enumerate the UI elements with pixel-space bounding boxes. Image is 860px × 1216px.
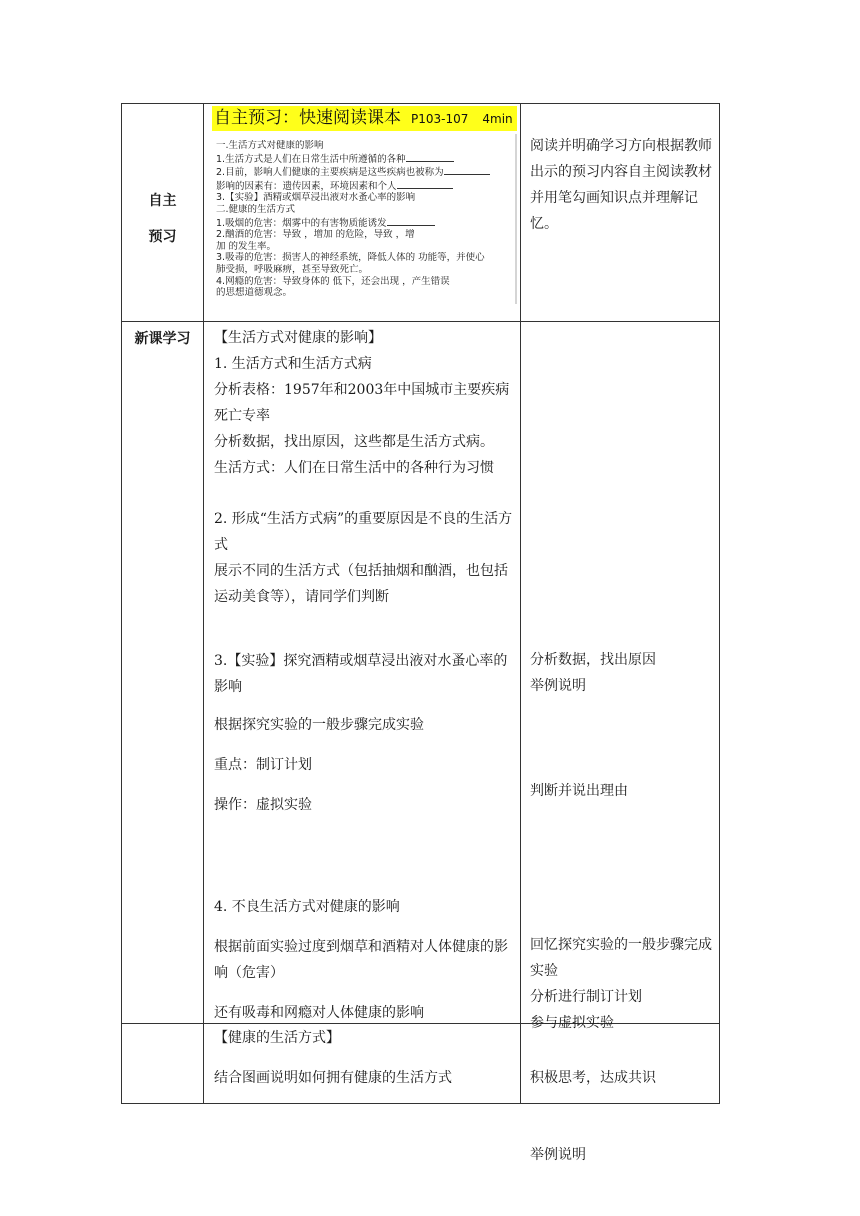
worksheet-line: 肺受损，呼吸麻痹，甚至导致死亡。: [216, 263, 369, 275]
stage-cell-self-preview: [122, 104, 204, 322]
teacher-activity-text: 重点：制订计划: [214, 757, 312, 773]
teacher-activity-text: 展示不同的生活方式（包括抽烟和酗酒，也包括运动美食等），请同学们判断: [214, 563, 508, 605]
teacher-activity-text: 根据探究实验的一般步骤完成实验: [214, 717, 424, 733]
worksheet-line: 加 的发生率。: [216, 240, 277, 252]
teacher-activity-text: 分析数据，找出原因，这些都是生活方式病。: [214, 434, 494, 450]
worksheet-line: 1.生活方式是人们在日常生活中所遵循的各种: [216, 152, 508, 166]
worksheet-line: 一.生活方式对健康的影响: [216, 140, 324, 151]
student-activity-text: 参与虚拟实验: [530, 1015, 614, 1031]
section-heading: 【生活方式对健康的影响】: [214, 330, 382, 346]
worksheet-line: 二.健康的生活方式: [216, 203, 296, 215]
student-activity-text: 判断并说出理由: [530, 783, 628, 799]
preview-student-activity-cell: [521, 104, 720, 322]
preview-student-activity: 阅读并明确学习方向根据教师出示的预习内容自主阅读教材并用笔勾画知识点并理解记忆。: [530, 138, 712, 232]
worksheet-line: 3.吸毒的危害：损害人的神经系统，降低人体的 功能等，并使心: [216, 252, 485, 264]
teacher-activity-text: 分析表格：1957年和2003年中国城市主要疾病死亡专率: [214, 382, 510, 424]
topic-item: 1. 生活方式和生活方式病: [214, 356, 372, 372]
healthy-lifestyle-row: [122, 1024, 720, 1104]
stage-cell-new-lesson: [122, 322, 204, 1024]
worksheet-line: 的思想道德观念。: [216, 287, 293, 299]
stage-label-line2: 预习: [148, 229, 177, 245]
topic-item: 4. 不良生活方式对健康的影响: [214, 899, 400, 915]
teacher-activity-text: 根据前面实验过度到烟草和酒精对人体健康的影响（危害）: [214, 939, 508, 981]
student-activity-text: 举例说明: [530, 1147, 586, 1163]
teacher-activity-text: 还有吸毒和网瘾对人体健康的影响: [214, 1005, 424, 1021]
preview-title-highlight: [212, 106, 517, 131]
new-lesson-teacher-cell: [204, 322, 521, 1024]
stage-label-line1: 自主: [148, 193, 177, 209]
lesson-plan-table: [121, 103, 720, 1163]
healthy-student-cell: [521, 1024, 720, 1104]
worksheet-line: 2.目前，影响人们健康的主要疾病是这些疾病也被称为: [216, 165, 508, 179]
student-activity-text: 举例说明: [530, 678, 586, 694]
stage-label-new-lesson: 新课学习: [134, 331, 191, 347]
student-activity-text: 积极思考，达成共识: [530, 1070, 656, 1086]
topic-item: 2. 形成“生活方式病”的重要原因是不良的生活方式: [214, 511, 513, 553]
student-activity-text: 分析数据，找出原因: [530, 652, 656, 668]
scan-edge-divider: [515, 134, 517, 304]
preview-worksheet-image: [212, 106, 514, 306]
worksheet-line: 2.酗酒的危害：导致 ，增加 的危险，导致 ，增: [216, 229, 415, 241]
preview-worksheet-lines: [216, 140, 508, 299]
student-activity-text: 分析进行制订计划: [530, 989, 642, 1005]
preview-title: 自主预习：快速阅读课本: [214, 108, 401, 128]
worksheet-line: 影响的因素有：遗传因素，环境因素和个人: [216, 179, 508, 193]
worksheet-line: 4.网瘾的危害：导致身体的 低下，还会出现 ，产生错误: [216, 275, 450, 287]
teacher-activity-text: 操作：虚拟实验: [214, 797, 312, 813]
preview-pages: P103-107: [411, 112, 469, 126]
teacher-activity-text: 生活方式：人们在日常生活中的各种行为习惯: [214, 460, 494, 476]
stage-cell-empty: [122, 1024, 204, 1104]
self-preview-row: [122, 104, 720, 322]
preview-time: 4min: [482, 112, 513, 126]
worksheet-line: 3.【实验】酒精或烟草浸出液对水蚤心率的影响: [216, 192, 416, 204]
worksheet-line: 1.吸烟的危害：烟雾中的有害物质能诱发: [216, 216, 508, 230]
student-activity-text: 回忆探究实验的一般步骤完成实验: [530, 937, 712, 979]
section-heading: 【健康的生活方式】: [214, 1030, 340, 1046]
healthy-teacher-cell: [204, 1024, 521, 1104]
teacher-activity-text: 结合图画说明如何拥有健康的生活方式: [214, 1070, 452, 1086]
topic-item: 3.【实验】探究酒精或烟草浸出液对水蚤心率的影响: [214, 653, 508, 695]
preview-content-cell: [204, 104, 521, 322]
new-lesson-row: [122, 322, 720, 1024]
